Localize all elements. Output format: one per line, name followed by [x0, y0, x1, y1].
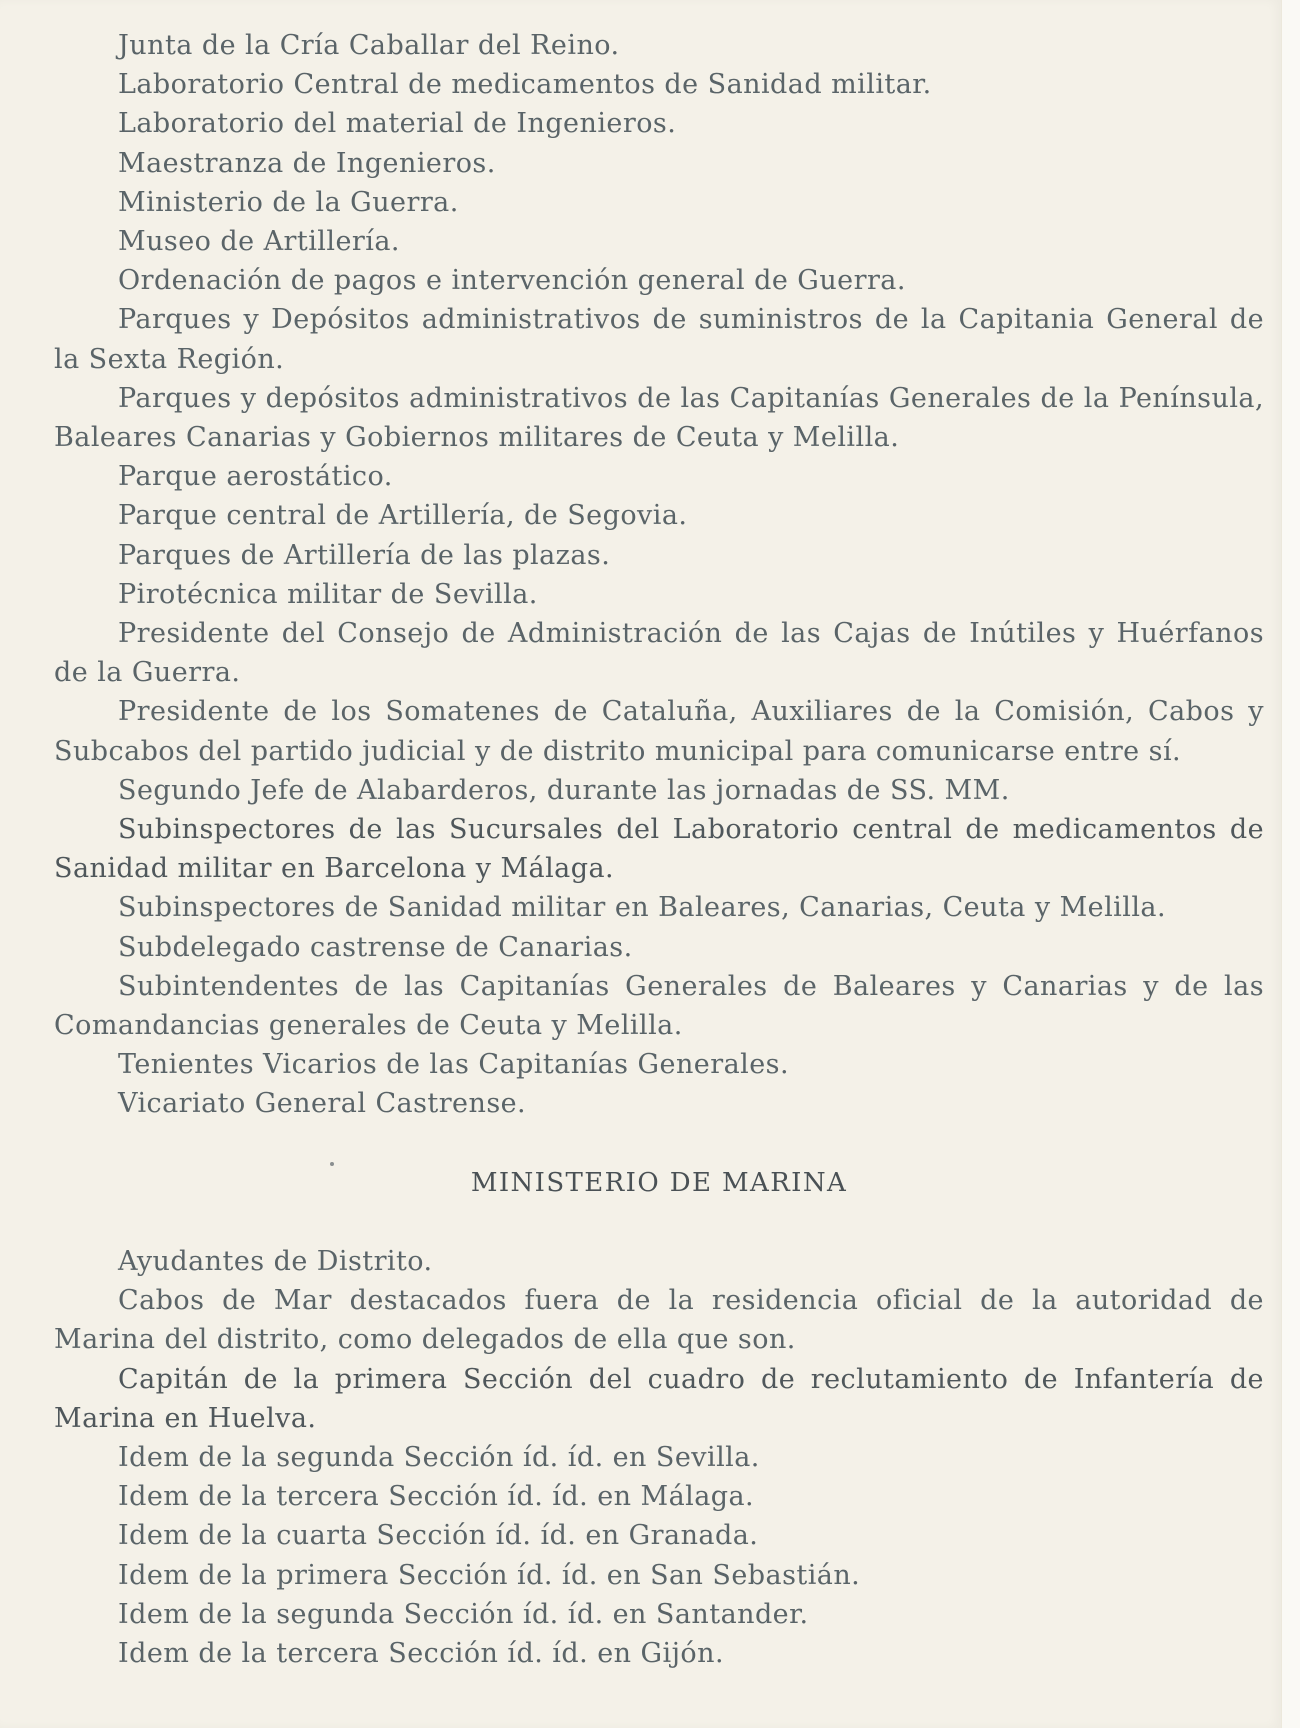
section-spacer — [54, 1124, 1264, 1164]
section-spacer — [54, 1203, 1264, 1242]
list-item: Parques y Depósitos administrativos de suministros de la Capitania General de la Sexta Región. — [54, 304, 1264, 375]
list-item: Tenientes Vicarios de las Capitanías Generales. — [118, 1049, 789, 1081]
list-item: Junta de la Cría Caballar del Reino. — [118, 30, 620, 61]
list-item: Subintendentes de las Capitanías Generales de Baleares y Canarias y de las Comandancias generales de Ceuta y Melilla. — [54, 970, 1264, 1042]
list-item: Presidente del Consejo de Administración de las Cajas de Inútiles y Huérfanos de la Guerra. — [54, 618, 1264, 689]
list-item: Subinspectores de Sanidad militar en Baleares, Canarias, Ceuta y Melilla. — [118, 892, 1167, 924]
list-item: Capitán de la primera Sección del cuadro de reclutamiento de Infantería de Marina en Huelva. — [54, 1363, 1264, 1434]
list-item: Parque aerostático. — [118, 461, 393, 493]
list-item: Subinspectores de las Sucursales del Laboratorio central de medicamentos de Sanidad militar en Barcelona y Málaga. — [54, 814, 1264, 885]
list-item: Cabos de Mar destacados fuera de la residencia oficial de la autoridad de Marina del distrito, como delegados de ella que son. — [54, 1285, 1264, 1356]
list-item: Idem de la cuarta Sección íd. íd. en Granada. — [118, 1520, 759, 1552]
list-item: Idem de la primera Sección íd. íd. en San Sebastián. — [118, 1559, 861, 1591]
page-edge — [1281, 0, 1300, 1728]
list-item: Ministerio de la Guerra. — [118, 186, 459, 218]
list-item: Idem de la segunda Sección íd. íd. en Sevilla. — [118, 1441, 760, 1473]
list-item: Ordenación de pagos e intervención general de Guerra. — [118, 265, 906, 297]
list-item: Laboratorio del material de Ingenieros. — [118, 108, 677, 140]
list-item: Segundo Jefe de Alabarderos, durante las jornadas de SS. MM. — [118, 774, 1010, 806]
document-body — [54, 26, 1264, 1673]
list-item: Museo de Artillería. — [118, 226, 400, 258]
list-item: Idem de la tercera Sección íd. íd. en Gijón. — [118, 1637, 724, 1669]
list-item: Ayudantes de Distrito. — [118, 1245, 433, 1277]
list-item: Parque central de Artillería, de Segovia. — [118, 500, 688, 532]
list-item: Presidente de los Somatenes de Cataluña, Auxiliares de la Comisión, Cabos y Subcabos del partido judicial y de distrito municipal para comunicarse entre sí. — [54, 696, 1264, 767]
list-item: Parques de Artillería de las plazas. — [118, 539, 611, 571]
list-item: Idem de la segunda Sección íd. íd. en Santander. — [118, 1598, 809, 1630]
list-item: Maestranza de Ingenieros. — [118, 147, 496, 179]
section-heading: MINISTERIO DE MARINA — [470, 1167, 848, 1198]
list-item: Laboratorio Central de medicamentos de Sanidad militar. — [118, 69, 932, 101]
print-speck — [330, 1162, 334, 1166]
list-item: Subdelegado castrense de Canarias. — [118, 931, 633, 963]
list-item: Parques y depósitos administrativos de las Capitanías Generales de la Península, Baleares Canarias y Gobiernos militares de Ceuta y Melilla. — [54, 382, 1264, 454]
list-item: Idem de la tercera Sección íd. íd. en Málaga. — [118, 1481, 755, 1513]
list-item: Vicariato General Castrense. — [118, 1088, 527, 1120]
list-item: Pirotécnica militar de Sevilla. — [118, 578, 538, 610]
